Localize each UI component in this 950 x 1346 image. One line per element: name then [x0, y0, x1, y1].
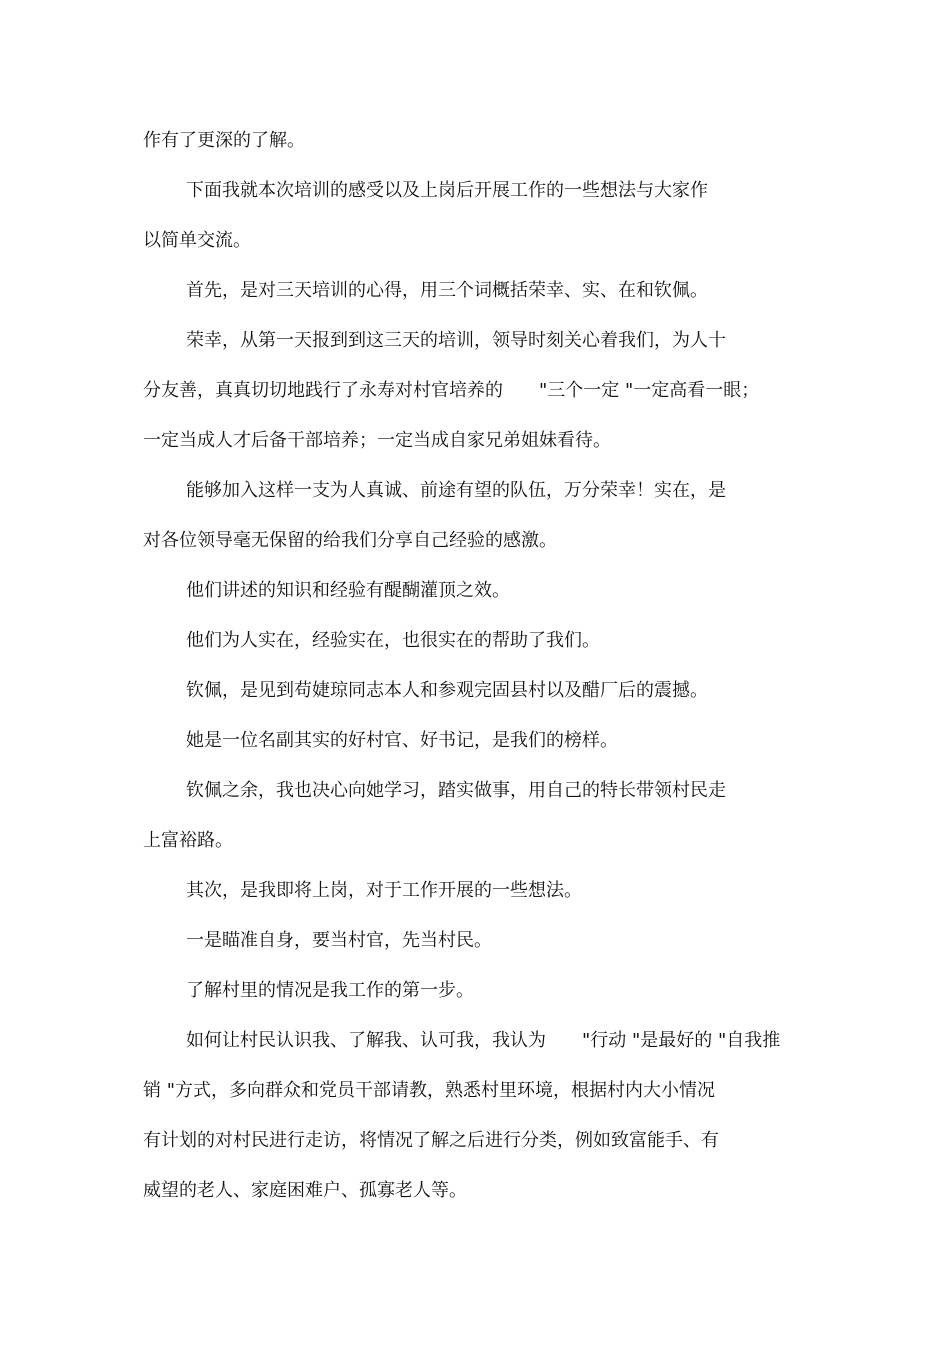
- text-line-1: 作有了更深的了解。: [143, 130, 305, 151]
- text-line-3: 以简单交流。: [143, 230, 251, 251]
- text-line-6: 分友善，真真切切地践行了永寿对村官培养的 "三个一定 "一定高看一眼；: [143, 380, 760, 401]
- text-line-16: 其次，是我即将上岗，对于工作开展的一些想法。: [186, 880, 582, 901]
- text-line-10: 他们讲述的知识和经验有醍醐灌顶之效。: [186, 580, 510, 601]
- text-line-14: 钦佩之余，我也决心向她学习，踏实做事，用自己的特长带领村民走: [186, 780, 726, 801]
- text-line-4: 首先，是对三天培训的心得，用三个词概括荣幸、实、在和钦佩。: [186, 280, 708, 301]
- text-line-17: 一是瞄准自身，要当村官，先当村民。: [186, 930, 492, 951]
- text-line-18: 了解村里的情况是我工作的第一步。: [186, 980, 474, 1001]
- text-line-11: 他们为人实在，经验实在，也很实在的帮助了我们。: [186, 630, 600, 651]
- text-line-20: 销 "方式，多向群众和党员干部请教，熟悉村里环境，根据村内大小情况: [143, 1080, 715, 1101]
- text-line-9: 对各位领导毫无保留的给我们分享自己经验的感激。: [143, 530, 557, 551]
- text-line-13: 她是一位名副其实的好村官、好书记，是我们的榜样。: [186, 730, 618, 751]
- text-line-7: 一定当成人才后备干部培养；一定当成自家兄弟姐妹看待。: [143, 430, 611, 451]
- text-line-5: 荣幸，从第一天报到到这三天的培训，领导时刻关心着我们，为人十: [186, 330, 726, 351]
- text-line-19: 如何让村民认识我、了解我、认可我，我认为 "行动 "是最好的 "自我推: [186, 1030, 781, 1051]
- text-line-15: 上富裕路。: [143, 830, 233, 851]
- text-line-12: 钦佩，是见到苟婕琼同志本人和参观完固县村以及醋厂后的震撼。: [186, 680, 708, 701]
- text-line-21: 有计划的对村民进行走访，将情况了解之后进行分类，例如致富能手、有: [143, 1130, 719, 1151]
- text-line-22: 威望的老人、家庭困难户、孤寡老人等。: [143, 1180, 467, 1201]
- text-line-2: 下面我就本次培训的感受以及上岗后开展工作的一些想法与大家作: [186, 180, 708, 201]
- text-line-8: 能够加入这样一支为人真诚、前途有望的队伍，万分荣幸！实在，是: [186, 480, 726, 501]
